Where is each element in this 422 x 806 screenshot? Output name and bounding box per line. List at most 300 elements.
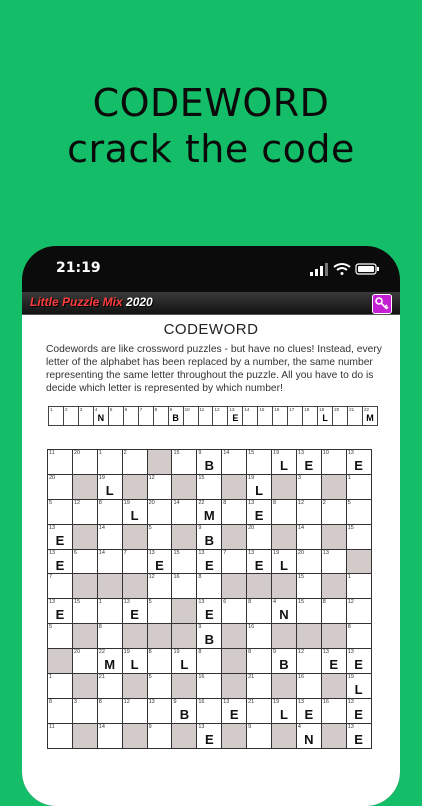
key-cell[interactable]: [108, 406, 123, 426]
key-cell[interactable]: [272, 406, 287, 426]
battery-icon: [356, 264, 379, 274]
grid-cell[interactable]: [48, 450, 73, 475]
grid-cell[interactable]: [272, 500, 297, 525]
key-cell-number: 2: [64, 407, 68, 412]
cell-letter: N: [304, 731, 314, 747]
cell-letter: E: [130, 607, 139, 623]
grid-cell[interactable]: [197, 624, 222, 649]
grid-cell[interactable]: [148, 699, 173, 724]
cell-number: 13: [347, 698, 354, 705]
key-cell[interactable]: [242, 406, 257, 426]
key-cell[interactable]: [198, 406, 213, 426]
cell-number: 3: [73, 698, 77, 705]
hero-subtitle: crack the code: [67, 127, 355, 171]
grid-cell[interactable]: [222, 450, 247, 475]
puzzle-page: [22, 315, 400, 806]
cell-number: 3: [297, 474, 301, 481]
grid-cell[interactable]: [297, 475, 322, 500]
cell-letter: E: [329, 657, 339, 673]
key-cell-number: 9: [169, 407, 173, 412]
grid-cell[interactable]: [148, 599, 173, 624]
key-cell-number: 14: [244, 407, 250, 412]
grid-cell[interactable]: [48, 699, 73, 724]
grid-cell[interactable]: [123, 450, 148, 475]
cell-number: 5: [49, 499, 53, 506]
grid-row: [48, 525, 372, 550]
key-cell[interactable]: [183, 406, 198, 426]
cell-number: 13: [297, 450, 305, 456]
shaded-cell: [297, 624, 322, 649]
shaded-cell: [347, 550, 372, 575]
shaded-cell: [272, 624, 297, 649]
cell-letter: E: [55, 557, 65, 573]
cell-number: 5: [148, 599, 152, 606]
grid-cell[interactable]: [172, 699, 197, 724]
key-cell[interactable]: [48, 406, 63, 426]
cell-number: 14: [98, 524, 105, 531]
shaded-cell: [222, 574, 247, 599]
grid-cell[interactable]: [247, 450, 272, 475]
key-cell-number: 13: [229, 407, 235, 412]
cell-letter: E: [204, 607, 214, 623]
key-cell[interactable]: [168, 406, 183, 426]
grid-cell[interactable]: [272, 550, 297, 575]
grid-cell[interactable]: [347, 624, 372, 649]
grid-cell[interactable]: [297, 674, 322, 699]
cell-number: 11: [49, 450, 55, 456]
cell-number: 8: [322, 599, 326, 606]
grid-cell[interactable]: [197, 550, 222, 575]
cell-letter: E: [55, 532, 65, 548]
cell-number: 19: [123, 649, 130, 656]
grid-cell[interactable]: [123, 599, 148, 624]
cell-number: 13: [198, 723, 205, 730]
cell-number: 6: [73, 549, 77, 556]
grid-cell[interactable]: [172, 649, 197, 674]
grid-cell[interactable]: [347, 475, 372, 500]
key-cell-number: 15: [259, 407, 265, 412]
cell-number: 13: [347, 450, 354, 456]
grid-cell[interactable]: [148, 724, 173, 749]
key-cell-number: 11: [199, 407, 205, 412]
cell-number: 14: [223, 450, 230, 456]
grid-cell[interactable]: [247, 500, 272, 525]
grid-cell[interactable]: [48, 599, 73, 624]
grid-cell[interactable]: [347, 599, 372, 624]
grid-row: [48, 450, 372, 475]
cell-number: 13: [49, 599, 56, 606]
shaded-cell: [322, 674, 347, 699]
grid-cell[interactable]: [98, 674, 123, 699]
key-cell[interactable]: [362, 406, 378, 426]
key-cell-number: 6: [124, 407, 128, 412]
grid-cell[interactable]: [322, 599, 347, 624]
grid-row: [48, 475, 372, 500]
shaded-cell: [73, 724, 98, 749]
cell-number: 16: [173, 574, 180, 581]
grid-cell[interactable]: [98, 649, 123, 674]
shaded-cell: [73, 674, 98, 699]
grid-cell[interactable]: [73, 550, 98, 575]
key-cell[interactable]: [63, 406, 78, 426]
key-cell[interactable]: [347, 406, 362, 426]
key-cell[interactable]: [78, 406, 93, 426]
grid-cell[interactable]: [48, 550, 73, 575]
grid-cell[interactable]: [148, 500, 173, 525]
grid-cell[interactable]: [322, 450, 347, 475]
grid-row: [48, 624, 372, 649]
key-button[interactable]: [372, 294, 392, 314]
cell-letter: L: [130, 507, 139, 523]
cell-letter: E: [155, 557, 164, 573]
cell-letter: M: [203, 507, 215, 523]
grid-cell[interactable]: [123, 649, 148, 674]
grid-cell[interactable]: [98, 450, 123, 475]
status-bar: [22, 246, 400, 292]
cell-number: 13: [347, 723, 354, 730]
grid-cell[interactable]: [98, 699, 123, 724]
grid-cell[interactable]: [197, 649, 222, 674]
grid-cell[interactable]: [222, 599, 247, 624]
key-cell-number: 17: [289, 407, 295, 412]
shaded-cell: [247, 574, 272, 599]
grid-cell[interactable]: [98, 475, 123, 500]
grid-cell[interactable]: [123, 500, 148, 525]
cell-number: 5: [347, 499, 351, 506]
key-cell-number: 8: [154, 407, 158, 412]
cell-letter: E: [254, 557, 264, 573]
cell-number: 20: [73, 450, 81, 456]
cell-number: 13: [49, 549, 56, 556]
grid-row: [48, 550, 372, 575]
grid-cell[interactable]: [148, 574, 173, 599]
grid-cell[interactable]: [322, 550, 347, 575]
key-cell-number: 10: [184, 407, 190, 412]
cell-number: 8: [248, 649, 252, 656]
grid-cell[interactable]: [197, 525, 222, 550]
grid-cell[interactable]: [98, 525, 123, 550]
cell-number: 13: [148, 698, 155, 705]
grid-cell[interactable]: [347, 574, 372, 599]
shaded-cell: [322, 724, 347, 749]
grid-row: [48, 699, 372, 724]
grid-cell[interactable]: [247, 550, 272, 575]
shaded-cell: [222, 649, 247, 674]
key-cell-number: 1: [50, 407, 53, 412]
grid-cell[interactable]: [297, 500, 322, 525]
key-cell[interactable]: [212, 406, 227, 426]
grid-cell[interactable]: [222, 500, 247, 525]
key-cell-number: 16: [274, 407, 280, 412]
cell-number: 14: [98, 549, 105, 556]
cell-number: 8: [98, 499, 102, 506]
grid-cell[interactable]: [148, 674, 173, 699]
grid-cell[interactable]: [148, 649, 173, 674]
grid-cell[interactable]: [48, 475, 73, 500]
grid-cell[interactable]: [48, 724, 73, 749]
grid-cell[interactable]: [98, 550, 123, 575]
grid-cell[interactable]: [148, 525, 173, 550]
grid-cell[interactable]: [148, 550, 173, 575]
key-cell[interactable]: [123, 406, 138, 426]
grid-row: [48, 500, 372, 525]
grid-cell[interactable]: [297, 699, 322, 724]
cell-number: 7: [223, 549, 227, 556]
grid-cell[interactable]: [98, 599, 123, 624]
cell-number: 12: [148, 474, 155, 481]
grid-cell[interactable]: [272, 450, 297, 475]
grid-cell[interactable]: [322, 699, 347, 724]
shaded-cell: [123, 624, 148, 649]
grid-cell[interactable]: [297, 450, 322, 475]
grid-cell[interactable]: [322, 500, 347, 525]
grid-cell[interactable]: [197, 674, 222, 699]
grid-cell[interactable]: [347, 525, 372, 550]
grid-cell[interactable]: [247, 525, 272, 550]
cell-number: 19: [347, 674, 354, 681]
cell-number: 15: [73, 599, 81, 606]
brand-year: 2020: [126, 295, 153, 309]
cell-number: 14: [297, 524, 305, 531]
grid-cell[interactable]: [197, 475, 222, 500]
grid-cell[interactable]: [172, 574, 197, 599]
key-cell[interactable]: [138, 406, 153, 426]
grid-cell[interactable]: [247, 599, 272, 624]
cell-number: 5: [148, 674, 152, 681]
shaded-cell: [172, 624, 197, 649]
cell-number: 20: [49, 474, 56, 481]
cell-letter: M: [104, 657, 116, 673]
grid-cell[interactable]: [148, 475, 173, 500]
grid-cell[interactable]: [197, 699, 222, 724]
codeword-grid: [47, 449, 372, 749]
key-cell[interactable]: [153, 406, 168, 426]
cell-number: 12: [123, 698, 130, 705]
grid-cell[interactable]: [297, 649, 322, 674]
cell-letter: E: [354, 731, 363, 747]
grid-cell[interactable]: [98, 724, 123, 749]
cell-letter: L: [279, 706, 288, 722]
grid-cell[interactable]: [48, 674, 73, 699]
key-cell-letter: N: [97, 413, 105, 423]
grid-cell[interactable]: [247, 649, 272, 674]
grid-cell[interactable]: [172, 550, 197, 575]
grid-cell[interactable]: [197, 574, 222, 599]
key-cell-letter: E: [232, 413, 239, 423]
shaded-cell: [322, 574, 347, 599]
status-time: 21:19: [56, 260, 101, 276]
grid-cell[interactable]: [347, 674, 372, 699]
grid-cell[interactable]: [297, 724, 322, 749]
grid-cell[interactable]: [347, 649, 372, 674]
cell-number: 12: [148, 574, 155, 581]
cell-number: 8: [98, 698, 102, 705]
cell-number: 15: [347, 524, 354, 531]
grid-cell[interactable]: [98, 624, 123, 649]
cell-number: 13: [322, 549, 329, 556]
grid-cell[interactable]: [197, 599, 222, 624]
grid-cell[interactable]: [322, 649, 347, 674]
grid-cell[interactable]: [272, 699, 297, 724]
grid-cell[interactable]: [347, 724, 372, 749]
grid-cell[interactable]: [197, 724, 222, 749]
shaded-cell: [148, 450, 173, 475]
cell-number: 13: [223, 698, 230, 705]
cell-number: 1: [347, 574, 351, 581]
grid-cell[interactable]: [247, 674, 272, 699]
grid-cell[interactable]: [73, 500, 98, 525]
grid-cell[interactable]: [48, 525, 73, 550]
key-cell-number: 3: [79, 407, 83, 412]
cell-letter: E: [304, 458, 314, 473]
grid-cell[interactable]: [297, 599, 322, 624]
key-cell[interactable]: [302, 406, 317, 426]
grid-cell[interactable]: [247, 699, 272, 724]
shaded-cell: [123, 724, 148, 749]
grid-cell[interactable]: [272, 649, 297, 674]
cell-number: 14: [98, 723, 105, 730]
grid-cell[interactable]: [172, 450, 197, 475]
key-cell[interactable]: [332, 406, 347, 426]
hero-headline: [0, 80, 422, 172]
key-cell-letter: B: [172, 413, 179, 423]
grid-cell[interactable]: [272, 599, 297, 624]
cell-letter: B: [179, 706, 190, 722]
cell-letter: L: [279, 458, 288, 473]
cell-number: 21: [248, 674, 255, 681]
grid-cell[interactable]: [48, 500, 73, 525]
grid-cell[interactable]: [247, 624, 272, 649]
grid-cell[interactable]: [172, 500, 197, 525]
cell-number: 13: [123, 599, 130, 606]
key-cell[interactable]: [287, 406, 302, 426]
grid-cell[interactable]: [73, 649, 98, 674]
app-banner: [22, 292, 400, 315]
shaded-cell: [272, 724, 297, 749]
shaded-cell: [48, 649, 73, 674]
shaded-cell: [123, 525, 148, 550]
key-cell-number: 20: [334, 407, 340, 412]
cell-number: 8: [148, 649, 152, 656]
cell-number: 19: [98, 474, 105, 481]
cell-number: 8: [98, 624, 102, 631]
grid-cell[interactable]: [222, 550, 247, 575]
key-cell[interactable]: [257, 406, 272, 426]
grid-cell[interactable]: [197, 500, 222, 525]
grid-cell[interactable]: [347, 500, 372, 525]
grid-cell[interactable]: [123, 699, 148, 724]
shaded-cell: [73, 624, 98, 649]
cell-number: 19: [273, 549, 280, 556]
cell-number: 15: [248, 450, 255, 456]
cell-number: 9: [198, 624, 202, 631]
cell-number: 13: [248, 499, 255, 506]
phone-frame: [22, 246, 400, 806]
cell-number: 9: [198, 450, 202, 456]
grid-cell[interactable]: [297, 574, 322, 599]
key-cell-number: 4: [94, 407, 98, 412]
shaded-cell: [222, 475, 247, 500]
cell-number: 7: [49, 574, 53, 581]
shaded-cell: [172, 475, 197, 500]
cell-letter: B: [279, 657, 289, 673]
shaded-cell: [222, 624, 247, 649]
key-cell[interactable]: [227, 406, 242, 426]
cell-number: 15: [173, 549, 180, 556]
key-cell-number: 22: [364, 407, 370, 412]
grid-cell[interactable]: [73, 450, 98, 475]
shaded-cell: [272, 475, 297, 500]
shaded-cell: [73, 574, 98, 599]
cell-number: 6: [223, 599, 227, 606]
cell-letter: E: [229, 706, 239, 722]
grid-cell[interactable]: [98, 500, 123, 525]
cell-number: 4: [297, 723, 301, 730]
grid-cell[interactable]: [347, 450, 372, 475]
cell-number: 9: [273, 649, 277, 656]
cell-number: 20: [248, 524, 255, 531]
key-cell-number: 19: [319, 407, 325, 412]
cell-letter: L: [180, 657, 189, 673]
grid-cell[interactable]: [297, 525, 322, 550]
cell-letter: B: [204, 458, 214, 473]
status-icons: [310, 262, 380, 276]
cell-number: 15: [297, 599, 305, 606]
puzzle-instructions: Codewords are like crossword puzzles - but have no clues! Instead, every letter of the alphabet has been replaced by a number, the same number representing the same letter throughout the puzzle. All you have to do is decide which letter is represented by which number!: [46, 344, 382, 394]
puzzle-title: CODEWORD: [163, 321, 259, 338]
cell-number: 4: [273, 599, 277, 606]
key-cell[interactable]: [317, 406, 332, 426]
cell-number: 16: [248, 624, 255, 631]
shaded-cell: [148, 624, 173, 649]
cell-number: 21: [248, 698, 255, 705]
cell-number: 9: [198, 524, 202, 531]
cell-letter: E: [304, 706, 314, 722]
grid-cell[interactable]: [197, 450, 222, 475]
hero-title: CODEWORD: [92, 81, 330, 125]
key-cell-number: 7: [139, 407, 143, 412]
key-cell-number: 21: [349, 407, 355, 412]
shaded-cell: [322, 475, 347, 500]
grid-cell[interactable]: [297, 550, 322, 575]
cell-letter: L: [105, 482, 114, 498]
grid-row: [48, 724, 372, 749]
grid-cell[interactable]: [347, 699, 372, 724]
cell-number: 8: [223, 499, 227, 506]
shaded-cell: [172, 599, 197, 624]
cell-number: 19: [248, 474, 255, 481]
cell-number: 9: [248, 723, 252, 730]
grid-cell[interactable]: [48, 624, 73, 649]
cell-number: 7: [123, 549, 127, 556]
cell-letter: E: [204, 731, 214, 747]
grid-row: [48, 599, 372, 624]
key-cell-number: 12: [214, 407, 220, 412]
grid-cell[interactable]: [247, 475, 272, 500]
grid-cell[interactable]: [123, 550, 148, 575]
grid-cell[interactable]: [73, 699, 98, 724]
cell-number: 2: [123, 450, 127, 456]
grid-cell[interactable]: [73, 599, 98, 624]
cell-number: 13: [248, 549, 255, 556]
grid-cell[interactable]: [247, 724, 272, 749]
grid-cell[interactable]: [48, 574, 73, 599]
key-cell[interactable]: [93, 406, 108, 426]
cell-number: 19: [173, 649, 180, 656]
cell-number: 20: [73, 649, 81, 656]
shaded-cell: [272, 525, 297, 550]
grid-cell[interactable]: [222, 699, 247, 724]
